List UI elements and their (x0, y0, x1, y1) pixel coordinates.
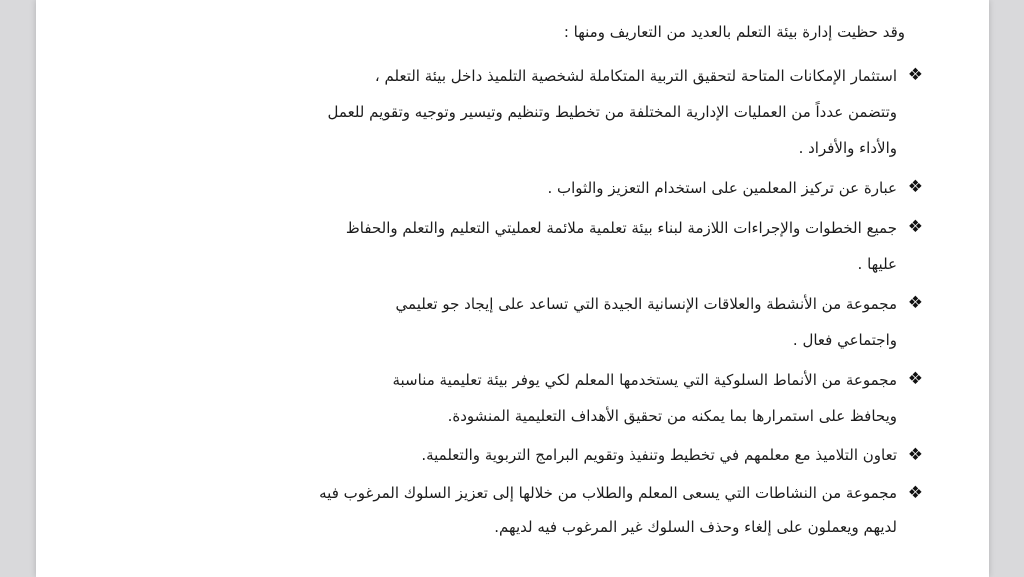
bullet-item-7 (163, 476, 923, 544)
bullet-line: لديهم ويعملون على إلغاء وحذف السلوك غير المرغوب فيه لديهم. (494, 518, 897, 536)
diamond-bullet-icon: ❖ (907, 483, 923, 503)
bullet-item-6 (163, 438, 923, 472)
bullet-item-1 (163, 58, 923, 166)
diamond-bullet-icon: ❖ (907, 369, 923, 389)
bullet-line: استثمار الإمكانات المتاحة لتحقيق التربية المتكاملة لشخصية التلميذ داخل بيئة التعلم ، (374, 67, 897, 85)
diamond-bullet-icon: ❖ (907, 293, 923, 313)
bullet-item-2 (163, 170, 923, 206)
bullet-line: مجموعة من النشاطات التي يسعى المعلم والطلاب من خلالها إلى تعزيز السلوك المرغوب فيه (319, 484, 897, 502)
bullet-line: جميع الخطوات والإجراءات اللازمة لبناء بيئة تعلمية ملائمة لعمليتي التعليم والتعلم والحفاظ (345, 219, 897, 237)
bullet-line: عليها . (857, 255, 897, 273)
diamond-bullet-icon: ❖ (907, 65, 923, 85)
diamond-bullet-icon: ❖ (907, 177, 923, 197)
bullet-line: مجموعة من الأنماط السلوكية التي يستخدمها المعلم لكي يوفر بيئة تعليمية مناسبة (392, 371, 897, 389)
bullet-line: ويحافظ على استمرارها بما يمكنه من تحقيق الأهداف التعليمية المنشودة. (447, 407, 897, 425)
intro-line: وقد حظيت إدارة بيئة التعلم بالعديد من التعاريف ومنها : (563, 23, 905, 41)
bullet-item-5 (163, 362, 923, 434)
bullet-item-3 (163, 210, 923, 282)
bullet-item-4 (163, 286, 923, 358)
bullet-line: واجتماعي فعال . (792, 331, 897, 349)
document-page (36, 0, 989, 577)
bullet-line: عبارة عن تركيز المعلمين على استخدام التعزيز والثواب . (547, 179, 897, 197)
diamond-bullet-icon: ❖ (907, 217, 923, 237)
bullet-line: والأداء والأفراد . (798, 139, 897, 157)
bullet-line: وتتضمن عدداً من العمليات الإدارية المختلفة من تخطيط وتنظيم وتيسير وتوجيه وتقويم للعمل (327, 103, 897, 121)
bullet-line: مجموعة من الأنشطة والعلاقات الإنسانية الجيدة التي تساعد على إيجاد جو تعليمي (395, 295, 897, 313)
document-content (163, 14, 923, 548)
bullet-line: تعاون التلاميذ مع معلمهم في تخطيط وتنفيذ وتقويم البرامج التربوية والتعلمية. (421, 446, 897, 464)
diamond-bullet-icon: ❖ (907, 445, 923, 465)
